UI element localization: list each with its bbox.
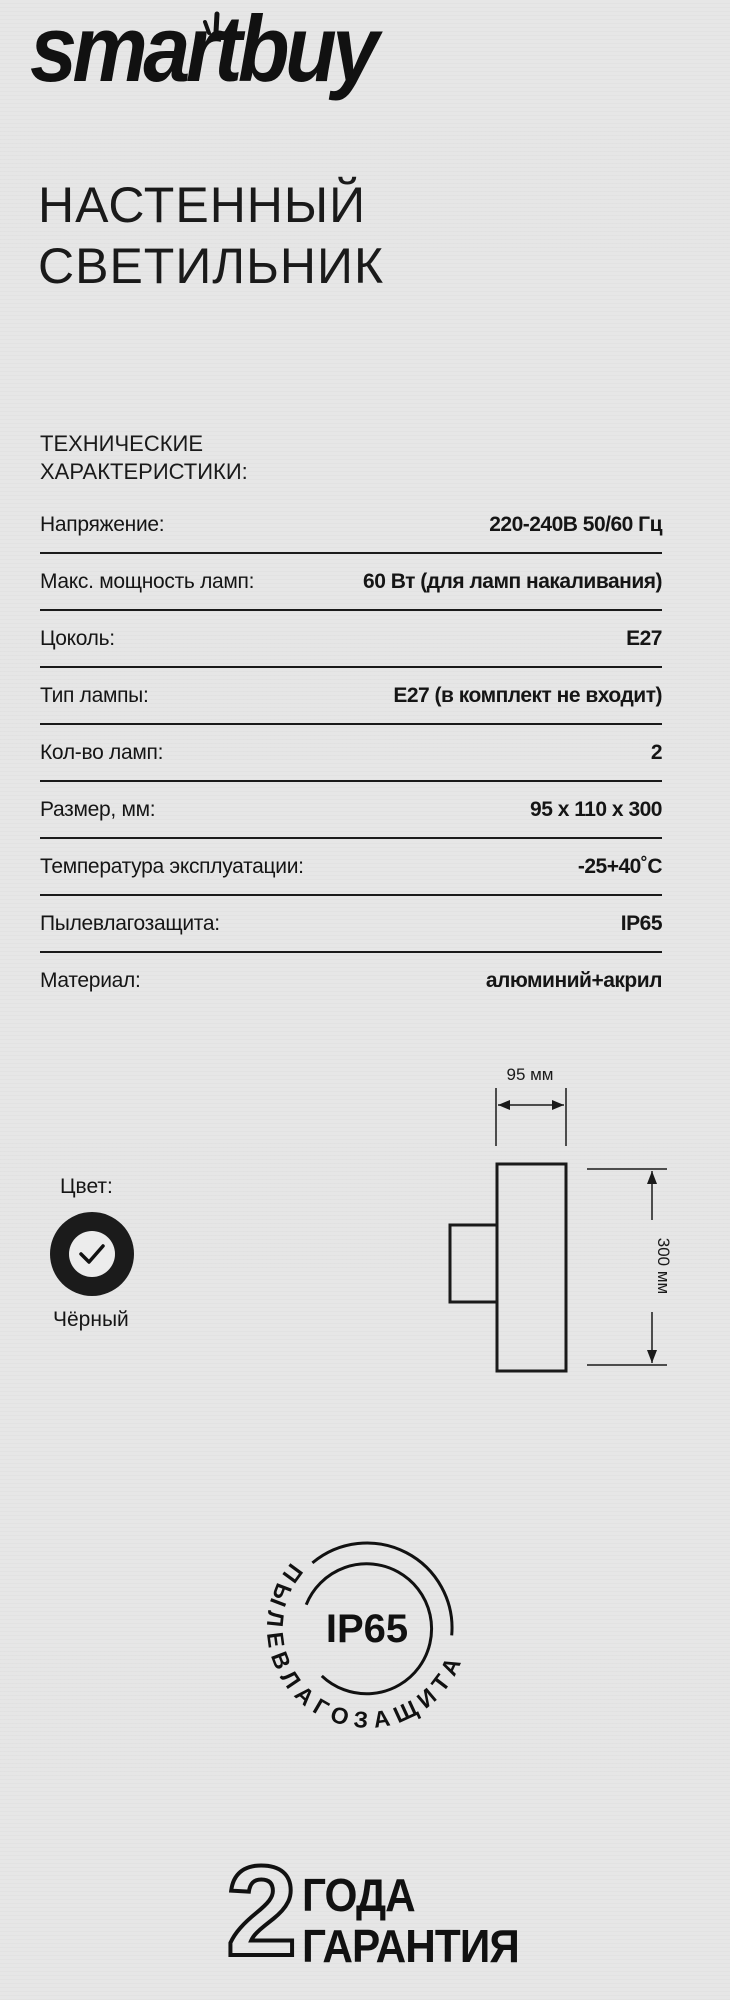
warranty-years-number: 2 <box>226 1840 298 1983</box>
spec-value: -25+40˚C <box>577 854 662 878</box>
arrow-right-icon <box>552 1100 564 1110</box>
specs-table <box>40 497 662 1008</box>
arrow-down-icon <box>647 1350 657 1363</box>
spec-row <box>40 668 662 725</box>
title-line-1: НАСТЕННЫЙ <box>38 177 367 233</box>
spec-row <box>40 611 662 668</box>
spec-value: 60 Вт (для ламп накаливания) <box>363 569 662 593</box>
spec-row <box>40 497 662 554</box>
spec-label: Материал: <box>40 968 141 992</box>
spec-value: 95 x 110 x 300 <box>530 797 662 821</box>
arrow-left-icon <box>498 1100 510 1110</box>
warranty-line-2: ГАРАНТИЯ <box>302 1920 519 1972</box>
spec-row <box>40 554 662 611</box>
color-label: Цвет: <box>60 1175 113 1198</box>
spec-label: Пылевлагозащита: <box>40 911 220 935</box>
spec-value: 2 <box>650 740 662 764</box>
color-swatch-black <box>50 1212 134 1296</box>
badge-arc-textpath: ПЫЛЕВЛАГОЗАЩИТА <box>261 1559 466 1734</box>
spec-label: Кол-во ламп: <box>40 740 164 764</box>
specs-heading <box>40 430 248 486</box>
spec-label: Цоколь: <box>40 626 115 650</box>
warranty-line-1: ГОДА <box>302 1869 415 1921</box>
spec-label: Напряжение: <box>40 512 165 536</box>
spec-value: E27 <box>626 626 662 650</box>
spec-label: Температура эксплуатации: <box>40 854 304 878</box>
height-dimension-label: 300 мм <box>654 1237 673 1295</box>
badge-code: IP65 <box>325 1607 409 1651</box>
arrow-up-icon <box>647 1171 657 1184</box>
spec-value: 220-240В 50/60 Гц <box>489 512 662 536</box>
spec-label: Тип лампы: <box>40 683 149 707</box>
spec-row <box>40 725 662 782</box>
spec-row <box>40 839 662 896</box>
specs-heading-line-2: ХАРАКТЕРИСТИКИ: <box>40 459 248 484</box>
spec-label: Макс. мощность ламп: <box>40 569 255 593</box>
ip65-badge <box>250 1520 490 1750</box>
brand-wordmark: smartbuy <box>30 0 375 101</box>
width-dimension-line <box>496 1088 566 1146</box>
product-title <box>38 175 384 297</box>
lamp-mount-outline <box>450 1225 497 1302</box>
width-dimension-label: 95 мм <box>506 1065 554 1084</box>
spec-label: Размер, мм: <box>40 797 156 821</box>
checkmark-icon <box>69 1231 115 1277</box>
brand-logo <box>30 0 430 120</box>
spec-value: E27 (в комплект не входит) <box>393 683 662 707</box>
lamp-body-outline <box>497 1164 566 1371</box>
spec-value: IP65 <box>620 911 662 935</box>
spec-row <box>40 896 662 953</box>
swatch-inner <box>69 1231 115 1277</box>
title-line-2: СВЕТИЛЬНИК <box>38 238 385 294</box>
specs-heading-line-1: ТЕХНИЧЕСКИЕ <box>40 431 204 456</box>
dimension-diagram <box>440 1060 680 1390</box>
color-name: Чёрный <box>53 1308 129 1331</box>
spec-row <box>40 953 662 1008</box>
spec-value: алюминий+акрил <box>485 968 662 992</box>
spec-row <box>40 782 662 839</box>
